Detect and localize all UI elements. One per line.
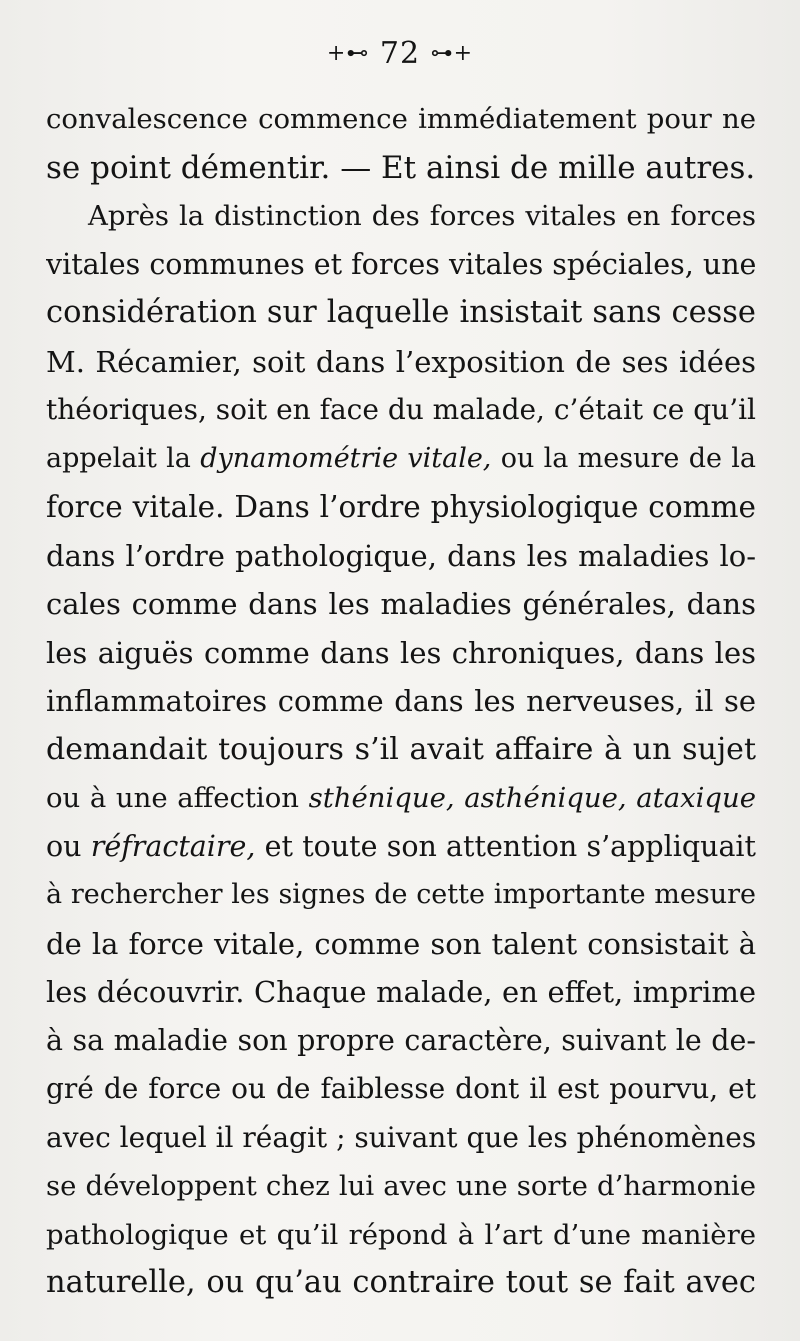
text-line: vitales communes et forces vitales spéciales, une xyxy=(46,247,756,281)
text-line: les découvrir. Chaque malade, en effet, imprime xyxy=(46,975,756,1009)
text-line: avec lequel il réagit ; suivant que les phénomènes xyxy=(46,1120,756,1154)
text-line: considération sur laquelle insistait sans cesse xyxy=(46,295,756,330)
text-run: appelait la xyxy=(46,442,201,474)
text-line: force vitale. Dans l’ordre physiologique comme xyxy=(46,490,756,524)
text-line: à rechercher les signes de cette importante mesure xyxy=(46,879,756,910)
text-line: cales comme dans les maladies générales, dans xyxy=(46,587,756,621)
text-line: se développent chez lui avec une sorte d’harmonie xyxy=(46,1170,756,1202)
ornament-right: ⊶+ xyxy=(430,41,474,66)
text-line xyxy=(46,774,756,823)
italic-term: sthénique, asthénique, ataxique xyxy=(308,782,756,814)
text-line: se point démentir. — Et ainsi de mille autres. xyxy=(46,149,756,186)
body-text xyxy=(46,95,756,1308)
text-line: de la force vitale, comme son talent consistait à xyxy=(46,926,756,961)
text-line: pathologique et qu’il répond à l’art d’une manière xyxy=(46,1218,756,1251)
text-line: naturelle, ou qu’au contraire tout se fait avec xyxy=(46,1265,756,1300)
text-line: à sa maladie son propre caractère, suivant le de- xyxy=(46,1023,756,1057)
text-line: théoriques, soit en face du malade, c’était ce qu’il xyxy=(46,393,756,426)
text-line xyxy=(46,435,756,484)
text-run: ou la mesure de la xyxy=(491,442,756,474)
text-line: les aiguës comme dans les chroniques, dans les xyxy=(46,635,756,670)
italic-term: réfractaire, xyxy=(90,829,256,863)
text-line xyxy=(46,823,756,872)
text-line: demandait toujours s’il avait affaire à un sujet xyxy=(46,731,756,767)
text-line: gré de force ou de faiblesse dont il est pourvu, et xyxy=(46,1072,756,1105)
text-line: inflammatoires comme dans les nerveuses, il se xyxy=(46,684,756,718)
text-line: M. Récamier, soit dans l’exposition de ses idées xyxy=(46,344,756,379)
paragraph-first-line: Après la distinction des forces vitales en forces xyxy=(88,200,756,232)
text-run: et toute son attention s’appliquait xyxy=(255,829,756,863)
ornament-left: +⊷ xyxy=(326,41,370,66)
text-line: dans l’ordre pathologique, dans les maladies lo- xyxy=(46,538,756,573)
text-run: ou xyxy=(46,829,91,863)
page-number: 72 xyxy=(379,36,421,71)
page-header xyxy=(0,34,800,74)
text-line: convalescence commence immédiatement pour ne xyxy=(46,103,756,135)
italic-term: dynamométrie vitale, xyxy=(200,442,492,474)
text-run: ou à une affection xyxy=(46,782,309,814)
